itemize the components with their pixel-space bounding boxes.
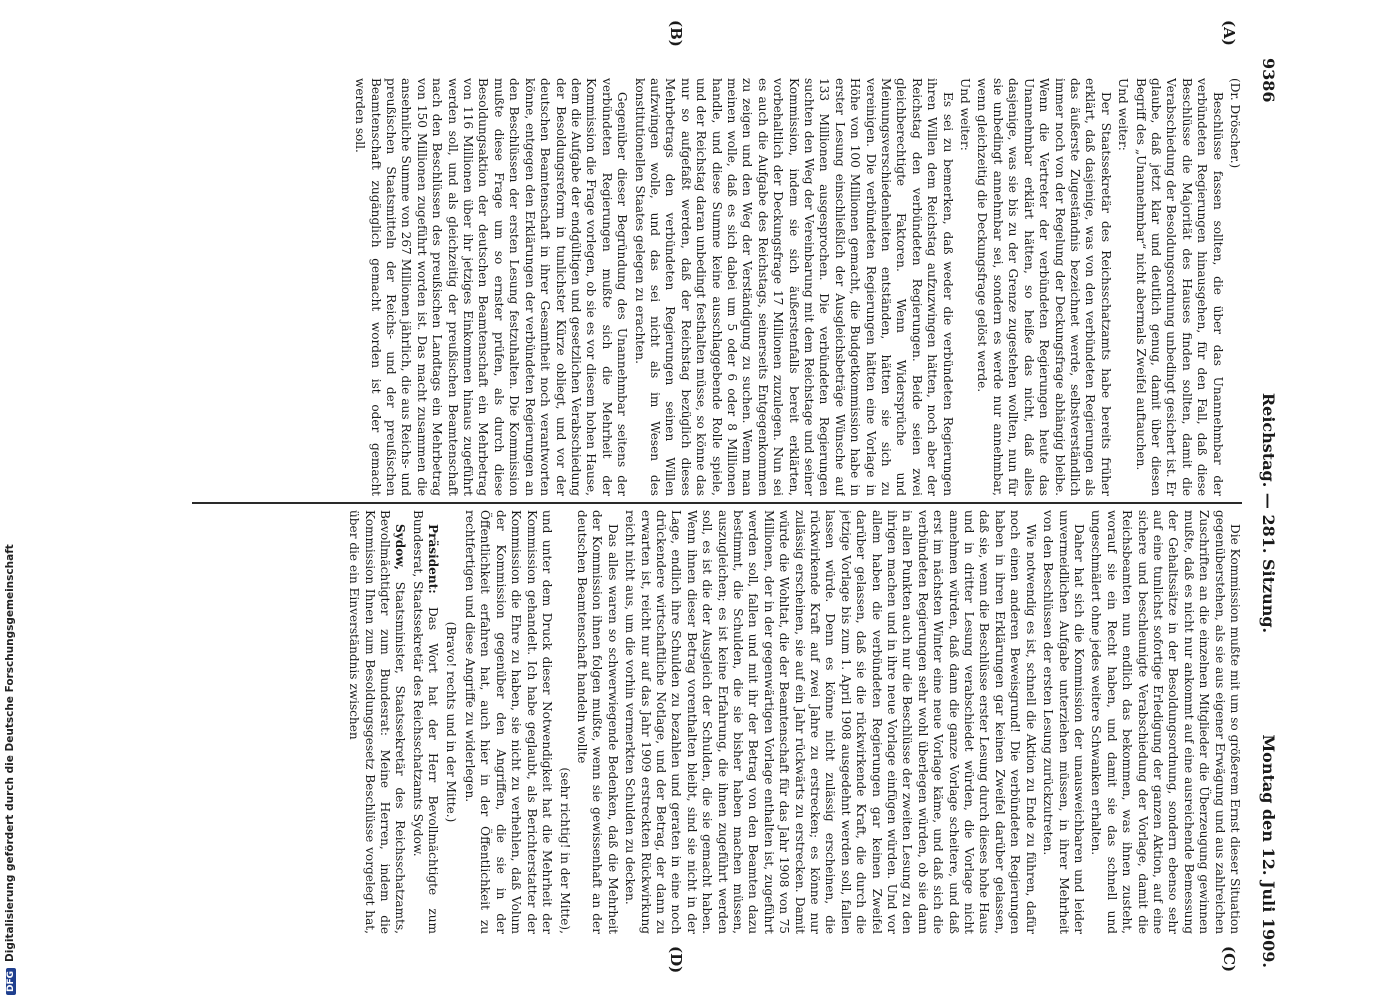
- paragraph: und unter dem Druck dieser Notwendigkeit hat die Mehrheit der Kommission gehandelt. Ich habe geglaubt, als Berichterstatter der Kommission die Ehre zu haben, sie nicht zu verhehlen, daß Volum der Kommission gegenüber den Angriffen, die sie in der Öffentlichkeit erfahren hat, auch hier in der Öffentlichkeit zu rechtfertigen und diese Angriffe zu widerlegen.: [463, 510, 555, 934]
- statement-text: Das Wort hat der Herr Bevollmächtigte zum Bundesrat, Staatssekretär des Reichsschatzamts Sydow.: [410, 510, 441, 934]
- paragraph: Beschlüsse fassen sollten, die über das Unannehmbar der verbündeten Regierungen hinausgehen, für den Fall, daß diese Beschlüsse die Majorität des Hauses finden sollten, damit die Verabschiedung der Besoldungsordnung unbedingt gesichert ist. Er glaube, daß jetzt klar und deutlich genug, damit über diesen Begriff des „Unannehmbar“ nicht abermals Zweifel auftauchen.: [1133, 78, 1225, 496]
- paragraph: Es sei zu bemerken, daß weder die verbündeten Regierungen ihren Willen dem Reichstag aufzuzwingen hätten, noch aber der Reichstag den verbündeten Regierungen. Beide seien zwei gleichberechtigte Faktoren. Wenn Widersprüche und Meinungsverschiedenheiten entständen, hätten sie sich zu vereinigen. Die verbündeten Regierungen hätten eine Vorlage in Höhe von 100 Millionen gemacht, die Budgetkommission habe in erster Lesung einschließlich der Ausgleichsbeträge Wünsche auf 133 Millionen ausgesprochen. Die verbündeten Regierungen suchten den Weg der Vereinbarung mit dem Reichstage und seiner Kommission, indem sie sich äußerstenfalls bereit erklärten, vorbehaltlich der Deckungsfrage 17 Millionen zuzulegen. Nun sei es auch die Aufgabe des Reichstags, seinerseits Entgegenkommen zu zeigen und den Weg der Verständigung zu suchen. Wenn man meinen wolle, daß es sich dabei um 5 oder 6 oder 8 Millionen handle, und diese Summe keine ausschlaggebende Rolle spiele, und der Reichstag daran unbedingt festhalten müsse, so könne das nur so aufgefaßt werden, daß der Reichstag bezüglich dieses Mehrbetrags den verbündeten Regierungen seinen Willen aufzwingen wolle, und das sei nicht als im Wesen des konstitutionellen Staates gelegen zu erachten.: [632, 78, 955, 496]
- margin-mark-b: (B): [667, 20, 685, 47]
- statement-text: Staatsminister, Staatssekretär des Reichsschatzamts, Bevollmächtigter zum Bundesrat: Meine Herren, indem die Kommission Ihnen zum Besoldungsgesetz Beschlüsse vorgelegt hat, über die ein Einverständnis zwischen: [347, 510, 408, 934]
- page-header: [1254, 58, 1282, 968]
- running-title: Reichstag. — 281. Sitzung.: [1259, 392, 1278, 634]
- speaker-name: Präsident:: [426, 524, 441, 594]
- paragraph: Wie notwendig es ist, schnell die Aktion zu Ende zu führen, dafür noch einen anderen Beweisgrund! Die verbündeten Regierungen haben in ihren Erklärungen gar keinen Zweifel darüber gelassen, daß sie, wenn die Beschlüsse erster Lesung durch dieses hohe Haus und in dritter Lesung verabschiedet würden, die Vorlage nicht annehmen würden, daß dann die ganze Vorlage scheitere, und daß erst im nächsten Winter eine neue Vorlage käme, und daß sich die verbündeten Regierungen sehr wohl überlegen würden, ob sie dann in allen Punkten auch nur die Beschlüsse der zweiten Lesung zu den ihrigen machen und in ihre neue Vorlage einfügen würden. Und vor allem haben die verbündeten Regierungen gar keinen Zweifel darüber gelassen, daß sie die rückwirkende Kraft, die durch die jetzige Vorlage bis zum 1. April 1908 ausgedehnt werden soll, fallen lassen würde. Denn es könne nicht zulässig erscheinen, die rückwirkende Kraft auf zwei Jahre zu erstrecken; es könne nur zulässig erscheinen, sie auf ein Jahr rückwärts zu erstrecken. Damit würde die Wohltat, die der Beamtenschaft für das Jahr 1908 von 75 Millionen, der in der gegenwärtigen Vorlage enthalten ist, zugeführt werden soll, fallen und mit ihr der Betrag von den Beamten dazu bestimmt, die Schulden, die sie bisher haben machen müssen, auszugleichen; es ist keine Erfahrung, die ihnen zugeführt werden soll, es ist die der Ausgleich der Schulden, die sie gemacht haben. Wenn ihnen dieser Betrag vorenthalten bleibt, sind sie nicht in der Lage, endlich ihre Schulden zu bezahlen und geraten in eine noch drückendere wirtschaftliche Notlage, und der Betrag, der dann zu erwarten ist, reicht nur auf das Jahr 1909 erstreckten Rückwirkung reicht nicht aus, um die vorhin vermerkten Schulden zu decken.: [623, 510, 1038, 934]
- funding-text: Digitalisierung gefördert durch die Deutsche Forschungsgemeinschaft: [4, 544, 16, 962]
- speaker-name: Sydow,: [393, 524, 408, 570]
- paragraph: Daher hat sich die Kommission der unausweichbaren und leider unvermeidlichen Aufgabe unterziehen müssen, in ihrer Mehrheit von den Beschlüssen der ersten Lesung zurückzutreten.: [1041, 510, 1086, 934]
- column-divider: [192, 502, 1242, 504]
- paragraph: Das alles waren so schwerwiegende Bedenken, daß die Mehrheit der Kommission ihnen folgen mußte, wenn sie gewissenhaft an der deutschen Beamtenschaft handeln wollte: [574, 510, 620, 934]
- left-column: [22, 78, 1242, 496]
- margin-mark-a: (A): [1220, 20, 1238, 46]
- margin-mark-c: (C): [1220, 946, 1238, 973]
- dfg-logo-icon: DFG: [6, 968, 16, 995]
- paragraph: Und weiter:: [958, 78, 973, 151]
- funding-notice: [4, 544, 16, 995]
- margin-mark-d: (D): [667, 946, 685, 974]
- interjection: (Bravo! rechts und in der Mitte.): [443, 621, 458, 823]
- paragraph: Die Kommission mußte mit um so größerem Ernst dieser Situation gegenüberstehen, als sie aus eigener Erwägung und aus zahlreichen Zuschriften an die einzelnen Mitglieder die Überzeugung gewinnen mußte, daß es nicht nur ankommt auf eine ausreichende Bemessung der Gehaltssätze in der Besoldungsordnung, sondern ebenso sehr auf eine tunlichst sofortige Erledigung der ganzen Aktion, auf eine sichere und beschleunigte Verabschiedung der Vorlage, damit die Reichsbeamten nun endlich das bekommen, was ihnen zusteht, worauf sie ein Recht haben, und damit sie das schnell und ungeschmälert ohne jedes weitere Schwanken erhalten.: [1089, 510, 1242, 934]
- paragraph: Gegenüber dieser Begründung des Unannehmbar seitens der verbündeten Regierungen mußte sich die Mehrheit der Kommission die Frage vorlegen, ob sie es vor diesem hohen Hause, dem die Aufgabe der endgültigen und gesetzlichen Verabschiedung der Besoldungsreform in tunlichster Kürze obliegt, und vor der deutschen Beamtenschaft in ihrer Gesamtheit noch verantworten könne, entgegen den Erklärungen der verbündeten Regierungen an den Beschlüssen der ersten Lesung festzuhalten. Die Kommission mußte diese Frage um so ernster prüfen, als durch diese Besoldungsaktion der deutschen Beamtenschaft ein Mehrbetrag von 116 Millionen über ihr jetziges Einkommen hinaus zugeführt werden soll, und als gleichzeitig der preußischen Beamtenschaft nach den Beschlüssen des preußischen Landtags ein Mehrbetrag von 150 Millionen zugeführt worden ist. Das macht zusammen die ansehnliche Summe von 267 Millionen jährlich, die aus Reichs- und preußischen Staatsmitteln der Reichs- und der preußischen Beamtenschaft zugänglich gemacht worden ist oder gemacht werden soll.: [353, 78, 630, 496]
- page-number: 9386: [1259, 58, 1278, 103]
- president-statement: [409, 510, 440, 934]
- session-date: Montag den 12. Juli 1909.: [1259, 734, 1278, 968]
- paragraph: Und weiter:: [1116, 78, 1131, 151]
- right-column: [22, 510, 1242, 934]
- speaker-label: (Dr. Dröscher.): [1228, 78, 1242, 169]
- paragraph: Der Staatssekretär des Reichsschatzamts habe bereits früher erklärt, daß dasjenige, was von den verbündeten Regierungen als das äußerste Zugeständnis bezeichnet werde, selbstverständlich immer noch von der Regelung der Deckungsfrage abhängig bleibe. Wenn die Vertreter der verbündeten Regierungen heute das Unannehmbar erklärt hätten, so heiße das nicht, daß alles dasjenige, was sie bis zu der Grenze zugestehen wollten, nun für sie unbedingt annehmbar sei, sondern es werde nur annehmbar, wenn gleichzeitig die Deckungsfrage gelöst werde.: [975, 78, 1113, 496]
- interjection: (sehr richtig! in der Mitte),: [557, 767, 572, 934]
- sydow-statement: [346, 510, 408, 934]
